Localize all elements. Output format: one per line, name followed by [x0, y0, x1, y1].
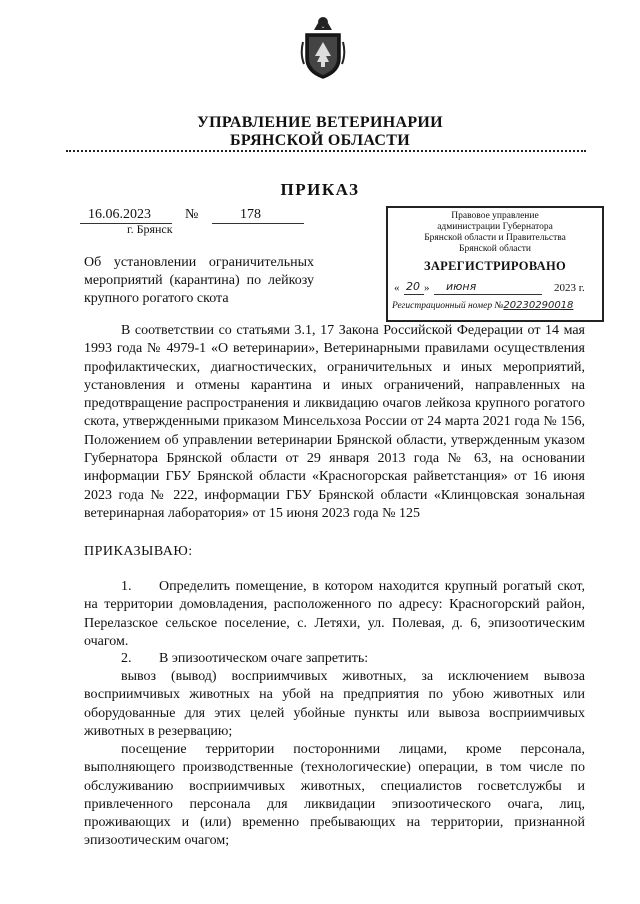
document-city: г. Брянск	[127, 222, 173, 236]
order-item-2-text: В эпизоотическом очаге запретить:	[159, 651, 369, 666]
order-item-2-subitem-1: вывоз (вывод) восприимчивых животных, за исключением вывоза восприимчивых животных на убой на предприятия по убою животных или оборудованные для этих целей убойные пункты или вывоза восприимчивых животных в резервацию;	[84, 669, 585, 739]
organization-name-line2: БРЯНСКОЙ ОБЛАСТИ	[230, 132, 410, 149]
organization-name-line1: УПРАВЛЕНИЕ ВЕТЕРИНАРИИ	[197, 114, 443, 131]
number-sign: №	[185, 207, 199, 222]
stamp-reg-label: Регистрационный номер №	[392, 301, 504, 311]
document-subject: Об установлении ограничительных мероприятий (карантина) по лейкозу крупного рогатого скота	[84, 255, 314, 306]
order-item-2-subitem-2: посещение территории посторонними лицами, кроме персонала, выполняющего производственные (технологические) операции, в том числе по обслуживанию восприимчивых животных, специалистов госветслужбы и привлеченного персонала для ликвидации эпизоотического очага, лиц, проживающих и (или) временно пребывающих на территории, признанной эпизоотическим очагом;	[84, 742, 585, 849]
order-item-1	[84, 578, 585, 651]
stamp-line1: Правовое управление	[451, 211, 539, 221]
preamble-paragraph: В соответствии со статьями 3.1, 17 Закона Российской Федерации от 14 мая 1993 года № 4979-1 «О ветеринарии», Ветеринарными правилами осуществления профилактических, диагностических, ограничительных и иных мероприятий, установления и отмены карантина и иных ограничений, направленных на предотвращение распространения и ликвидацию очагов лейкоза крупного рогатого скота, утвержденными приказом Минсельхоза России от 24 марта 2021 года № 156, Положением об управлении ветеринарии Брянской области, утвержденным указом Губернатора Брянской области от 29 января 2013 года № 63, на основании информации ГБУ Брянской области «Красногорская райветстанция» от 16 июня 2023 года № 222, информации ГБУ Брянской области «Клинцовская зональная ветеринарная лаборатория» от 15 июня 2023 года № 125	[84, 323, 585, 521]
registration-stamp	[386, 206, 604, 322]
header-divider	[66, 150, 586, 152]
stamp-line4: Брянской области	[459, 244, 531, 254]
number-underline	[212, 223, 304, 224]
stamp-reg-line	[392, 300, 598, 311]
document-date: 16.06.2023	[88, 207, 151, 222]
stamp-line2: администрации Губернатора	[437, 222, 553, 232]
document-number: 178	[240, 207, 261, 222]
stamp-line3: Брянской области и Правительства	[424, 233, 566, 243]
stamp-registered-label: ЗАРЕГИСТРИРОВАНО	[423, 259, 567, 273]
stamp-day: 20	[406, 280, 420, 293]
order-item-1-number: 1.	[121, 579, 132, 594]
stamp-year: 2023 г.	[554, 282, 585, 294]
order-item-2	[84, 650, 585, 668]
stamp-date-line: « 20 » июня 2023 г.	[394, 280, 585, 294]
stamp-month: июня	[446, 280, 477, 293]
stamp-reg-number: 20230290018	[503, 300, 574, 311]
order-word: ПРИКАЗЫВАЮ:	[84, 544, 193, 559]
document-title: ПРИКАЗ	[280, 180, 360, 199]
coat-of-arms-emblem	[300, 14, 346, 82]
order-item-1-text: Определить помещение, в котором находится крупный рогатый скот, на территории домовладения, расположенного по адресу: Красногорский район, Перелазское сельское поселение, с. Летяхи, ул. Полевая, д. 6, эпизоотическим очагом.	[84, 579, 585, 649]
order-item-2-number: 2.	[121, 651, 132, 666]
